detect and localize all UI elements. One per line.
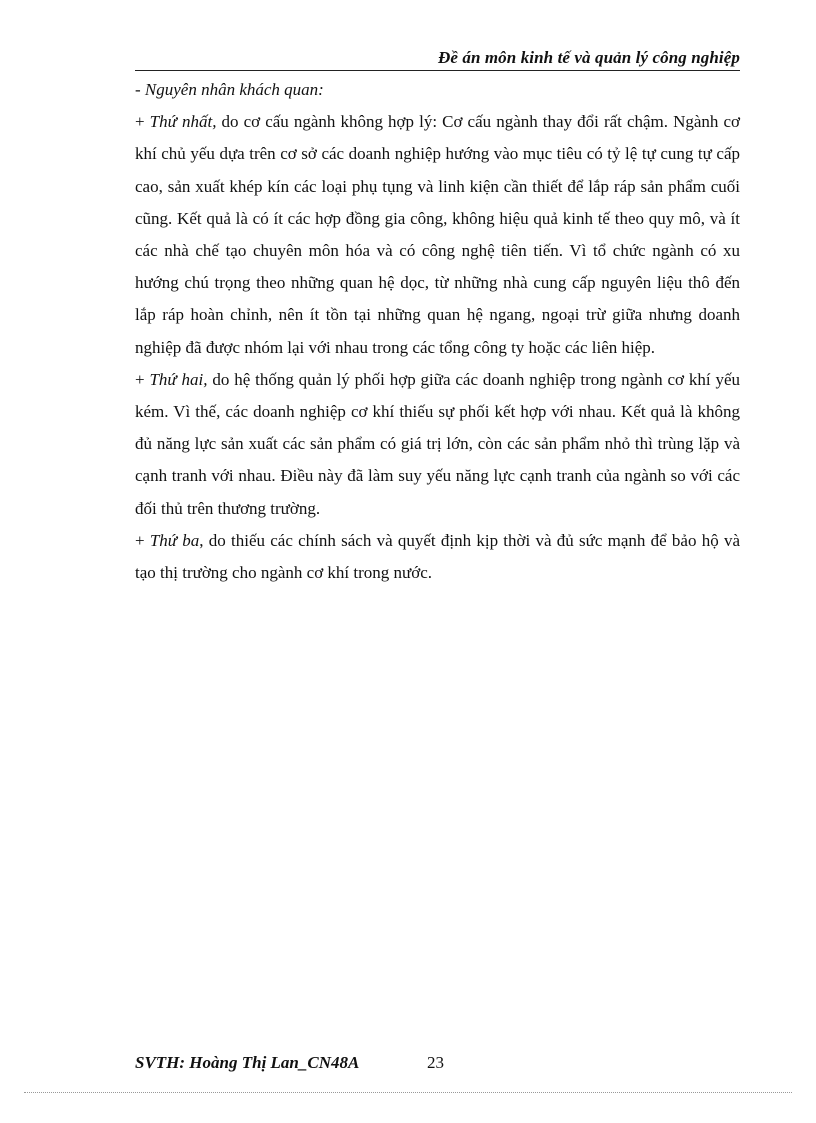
body-text [135, 74, 740, 589]
paragraph-marker: + [135, 530, 150, 550]
section-subheading: - Nguyên nhân khách quan: [135, 80, 324, 99]
paragraph-lead: Thứ nhất, [149, 112, 217, 132]
page-number: 23 [427, 1053, 444, 1072]
paragraph-lead: Thứ ba [149, 530, 200, 550]
page-header-title: Đề án môn kinh tế và quản lý công nghiệp [437, 48, 740, 67]
paragraph-first-reason [135, 106, 740, 364]
paragraph-text: do cơ cấu ngành không hợp lý: Cơ cấu ngành thay đổi rất chậm. Ngành cơ khí chủ yếu dựa trên cơ sở các doanh nghiệp hướng vào mục tiêu có tỷ lệ tự cung tự cấp cao, sản xuất khép kín các loại phụ tụng và linh kiện cần thiết để lắp ráp sản phẩm cuối cũng. Kết quả là có ít các hợp đồng gia công, không hiệu quả kinh tế theo quy mô, và ít các nhà chế tạo chuyên môn hóa và có công nghệ tiên tiến. Vì tổ chức ngành có xu hướng chú trọng theo những quan hệ dọc, từ những nhà cung cấp nguyên liệu thô đến lắp ráp hoàn chỉnh, nên ít tồn tại những quan hệ ngang, ngoại trừ giữa nhưng doanh nghiệp đã được nhóm lại với nhau trong các tổng công ty hoặc các liên hiệp. [135, 112, 741, 357]
paragraph-text: , do thiếu các chính sách và quyết định kịp thời và đủ sức mạnh để bảo hộ và tạo thị trường cho ngành cơ khí trong nước. [135, 530, 740, 583]
paragraph-marker: + [135, 369, 150, 389]
footer-author: SVTH: Hoàng Thị Lan_CN48A [135, 1053, 360, 1072]
paragraph-second-reason [135, 364, 740, 525]
page-bottom-border [24, 1092, 792, 1093]
header-divider [135, 70, 740, 71]
paragraph-text: do hệ thống quản lý phối hợp giữa các doanh nghiệp trong ngành cơ khí yếu kém. Vì thế, các doanh nghiệp cơ khí thiếu sự phối kết hợp với nhau. Kết quả là không đủ năng lực sản xuất các sản phẩm có giá trị lớn, còn các sản phẩm nhỏ thì trùng lặp và cạnh tranh với nhau. Điều này đã làm suy yếu năng lực cạnh tranh của ngành so với các đối thủ trên thương trường. [135, 369, 740, 518]
paragraph-lead: Thứ hai, [149, 369, 208, 389]
paragraph-third-reason [135, 525, 740, 589]
paragraph-marker: + [135, 112, 150, 132]
